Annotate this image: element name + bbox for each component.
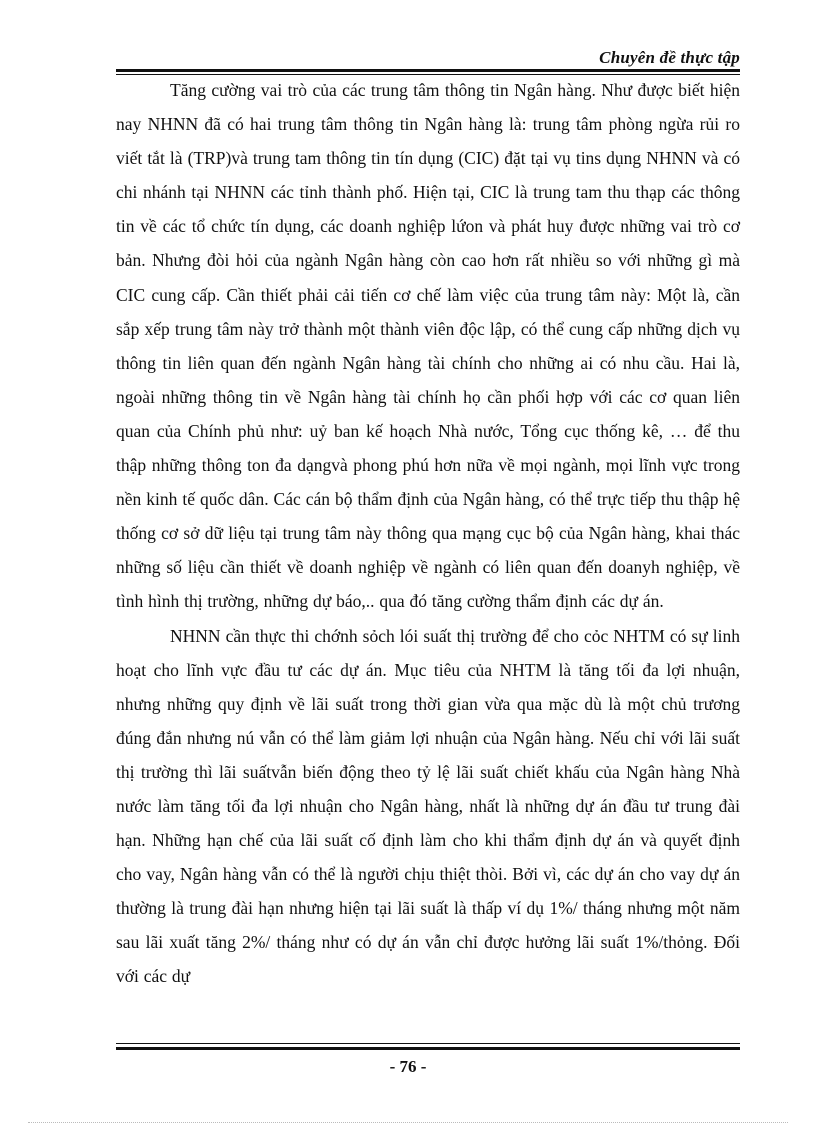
paragraph-information-centers: Tăng cường vai trò của các trung tâm thông tin Ngân hàng. Như được biết hiện nay NHNN đã có hai trung tâm thông tin Ngân hàng là: trung tâm phòng ngừa rủi ro viết tắt là (TRP)và trung tam thông tin tín dụng (CIC) đặt tại vụ tins dụng NHNN và có chi nhánh tại NHNN các tỉnh thành phố. Hiện tại, CIC là trung tam thu thạp các thông tin về các tổ chức tín dụng, các doanh nghiệp lứon và phát huy được những vai trò cơ bản. Nhưng đòi hỏi của ngành Ngân hàng còn cao hơn rất nhiều so với những gì mà CIC cung cấp. Cần thiết phải cải tiến cơ chế làm việc của trung tâm này: Một là, cần sắp xếp trung tâm này trở thành một thành viên độc lập, có thể cung cấp những dịch vụ thông tin liên quan đến ngành Ngân hàng tài chính cho những ai có nhu cầu. Hai là, ngoài những thông tin về Ngân hàng tài chính họ cần phối hợp với các cơ quan liên quan của Chính phủ như: uỷ ban kế hoạch Nhà nước, Tổng cục thống kê, … để thu thập những thông ton đa dạngvà phong phú hơn nữa về mọi ngành, mọi lĩnh vực trong nền kinh tế quốc dân. Các cán bộ thẩm định của Ngân hàng, có thể trực tiếp thu thập hệ thống cơ sở dữ liệu tại trung tâm này thông qua mạng cục bộ của Ngân hàng, khai thác những số liệu cần thiết về doanh nghiệp về ngành có liên quan đến doanyh nghiệp, về tình hình thị trường, những dự báo,.. qua đó tăng cường thẩm định các dự án. — [116, 80, 740, 612]
page-number: - 76 - — [389, 1057, 427, 1076]
footer-rule-thick — [116, 1047, 740, 1050]
running-header-title: Chuyên đề thực tập — [599, 48, 740, 67]
footer-rule-thin — [116, 1043, 740, 1044]
page-body — [116, 73, 740, 994]
paragraph-interest-rate-policy: NHNN cần thực thi chớnh sỏch lói suất thị trường để cho cỏc NHTM có sự linh hoạt cho lĩnh vực đầu tư các dự án. Mục tiêu của NHTM là tăng tối đa lợi nhuận, nhưng những quy định về lãi suất trong thời gian vừa qua mặc dù là một chủ trương đúng đắn nhưng nú vẫn có thể làm giảm lợi nhuận của Ngân hàng. Nếu chỉ với lãi suất thị trường thì lãi suấtvẫn biến động theo tỷ lệ lãi suất chiết khấu của Ngân hàng Nhà nước làm tăng tối đa lợi nhuận cho Ngân hàng, nhất là những dự án đầu tư trung đài hạn. Những hạn chế của lãi suất cố định làm cho khi thẩm định dự án và quyết định cho vay, Ngân hàng vẫn có thể là người chịu thiệt thòi. Bởi vì, các dự án cho vay dự án thường là trung đài hạn nhưng hiện tại lãi suất là thấp ví dụ 1%/ tháng nhưng một năm sau lãi xuất tăng 2%/ tháng như có dự án vẫn chỉ được hưởng lãi suất 1%/thỏng. Đối với các dự — [116, 625, 740, 987]
header-rule-thick — [116, 69, 740, 72]
